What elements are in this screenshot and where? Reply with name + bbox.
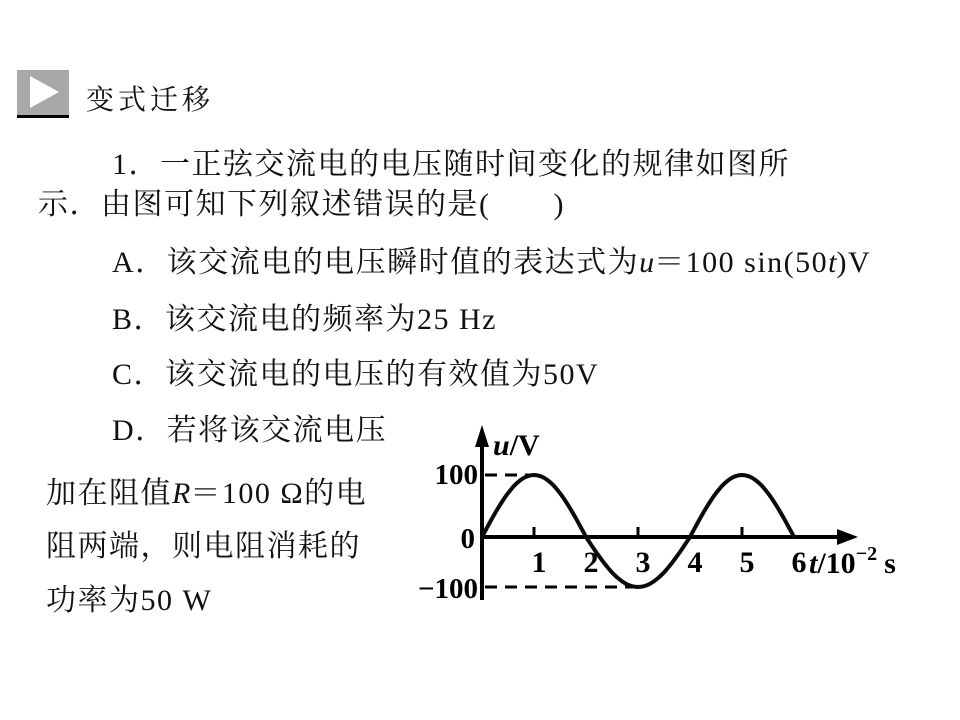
y-label-0: 0 [460,523,475,555]
question-line-1: 1．一正弦交流电的电压随时间变化的规律如图所 [112,148,790,181]
option-c [112,360,599,390]
x-label-1: 1 [531,546,547,579]
y-label-neg100: −100 [417,573,478,605]
x-axis-title: $t/10^{-2}$ s [809,543,896,580]
section-title: 变式迁移 [86,85,215,116]
text-segment: B．该交流电的频率为25 Hz [112,303,497,336]
text-segment: 功率为50 W [46,584,213,617]
x-label-3: 3 [635,546,651,579]
x-label-2: 2 [583,546,599,579]
text-segment: ＝100 Ω的电 [190,477,368,510]
option-a [112,248,871,278]
section-marker [17,70,69,118]
option-d [112,416,387,446]
math-variable: R [172,477,191,510]
play-icon [17,70,69,115]
text-segment: 加在阻值 [46,477,172,510]
continuation-line-1 [46,479,367,509]
math-variable: u [639,246,655,279]
text-segment: ＝100 sin(50 [654,246,829,279]
math-variable: t [828,246,837,279]
continuation-line-2 [46,532,361,562]
y-axis-title: u/V [493,429,540,462]
x-label-5: 5 [739,546,755,579]
text-segment: 阻两端，则电阻消耗的 [46,530,361,563]
y-label-100: 100 [434,459,478,491]
text-segment: )V [836,246,872,279]
question-line-2: 示．由图可知下列叙述错误的是( ) [38,188,565,221]
continuation-line-3 [46,586,212,616]
y-axis-arrow-icon [475,425,489,447]
x-label-4: 4 [687,546,703,579]
x-label-6: 6 [791,546,807,579]
text-segment: A．该交流电的电压瞬时值的表达式为 [112,246,640,279]
text-segment: C．该交流电的电压的有效值为50V [112,358,600,391]
text-segment: D．若将该交流电压 [112,414,388,447]
option-b [112,305,497,335]
voltage-time-graph [415,423,960,620]
